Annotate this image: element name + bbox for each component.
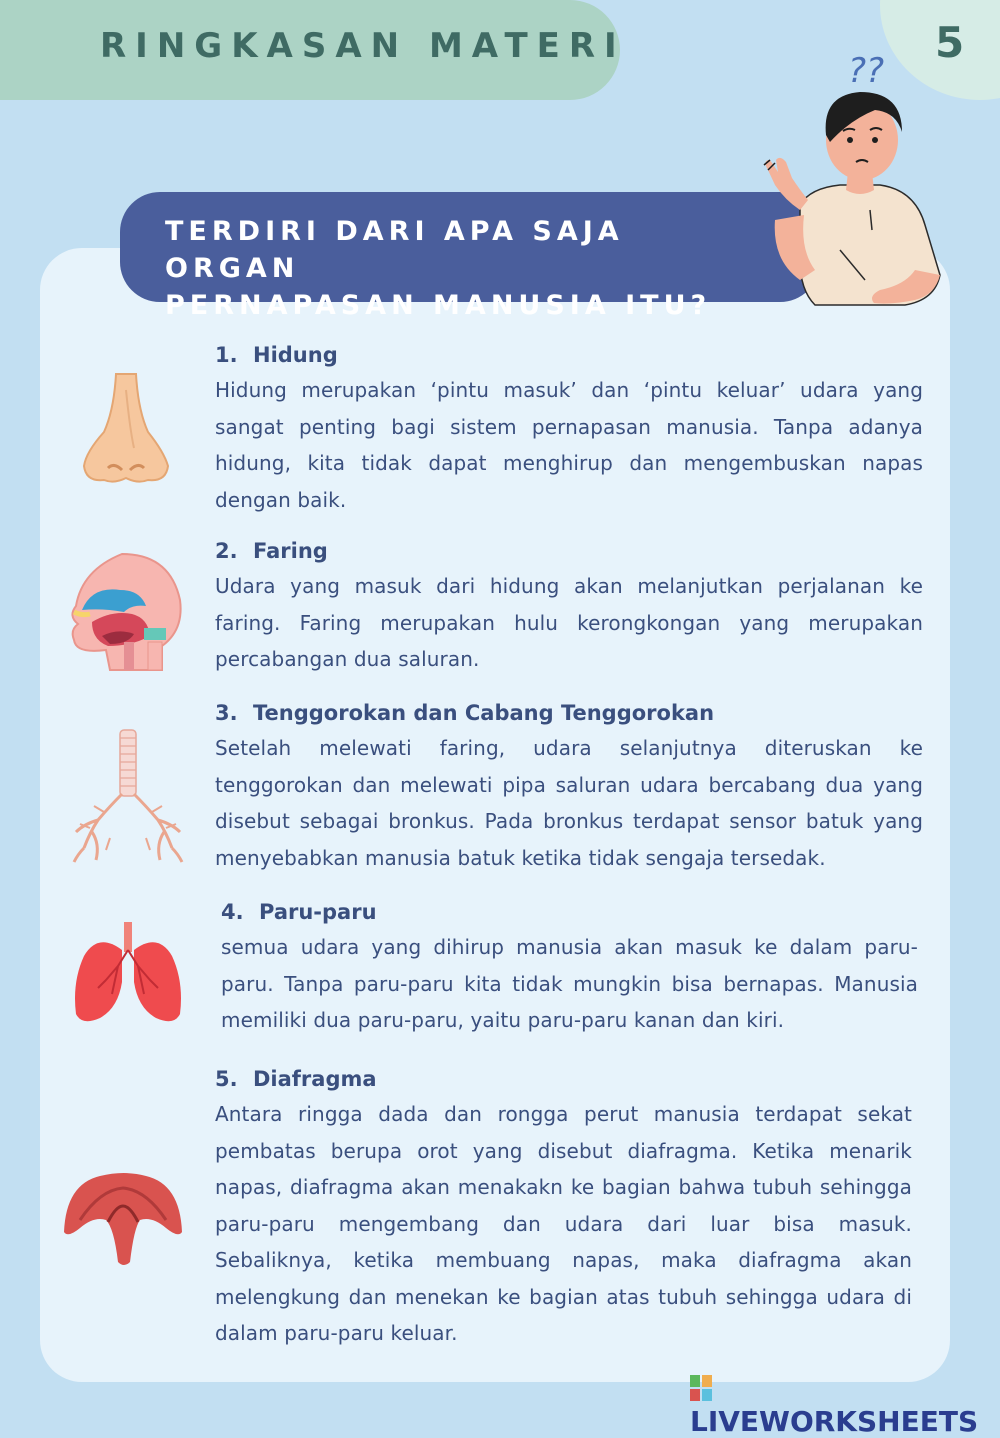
- header-title: RINGKASAN MATERI: [100, 26, 626, 66]
- section-body: Antara ringga dada dan rongga perut manusia terdapat sekat pembatas berupa orot yang disebut diafragma. Ketika menarik napas, diafragma akan menakakn ke bagian bahwa tubuh sehingga paru-paru mengembang dan udara dari luar bisa masuk. Sebaliknya, ketika membuang napas, maka diafragma akan melengkung dan menekan ke bagian atas tubuh sehingga udara di dalam paru-paru keluar.: [215, 1102, 912, 1345]
- section-heading: [215, 1062, 912, 1096]
- section-title: Diafragma: [253, 1067, 377, 1091]
- section-number: 1.: [215, 343, 238, 367]
- watermark-text: LIVEWORKSHEETS: [690, 1405, 979, 1438]
- question-text: [165, 213, 765, 324]
- section-number: 3.: [215, 701, 238, 725]
- liveworksheets-watermark: [690, 1372, 1000, 1438]
- section-title: Paru-paru: [259, 900, 377, 924]
- question-line-1: TERDIRI DARI APA SAJA ORGAN: [165, 216, 624, 284]
- lungs-icon: [72, 922, 184, 1028]
- section-title: Tenggorokan dan Cabang Tenggorokan: [253, 701, 715, 725]
- question-line-2: PERNAPASAN MANUSIA ITU?: [165, 290, 712, 321]
- confused-boy-illustration: [745, 45, 955, 315]
- question-marks: ??: [848, 51, 885, 91]
- section-diafragma: [215, 1062, 912, 1352]
- section-number: 2.: [215, 539, 238, 563]
- section-heading: [221, 895, 918, 929]
- section-heading: [215, 338, 923, 372]
- section-heading: [215, 534, 923, 568]
- section-number: 4.: [221, 900, 244, 924]
- page-number: 5: [935, 18, 965, 67]
- section-body: Setelah melewati faring, udara selanjutnya diteruskan ke tenggorokan dan melewati pipa saluran udara bercabang dua yang disebut sebagai bronkus. Pada bronkus terdapat sensor batuk yang menyebabkan manusia batuk ketika tidak sengaja tersedak.: [215, 736, 923, 870]
- section-number: 5.: [215, 1067, 238, 1091]
- section-title: Hidung: [253, 343, 338, 367]
- section-heading: [215, 696, 923, 730]
- diaphragm-icon: [60, 1166, 186, 1268]
- section-paru-paru: [221, 895, 918, 1039]
- section-tenggorokan: [215, 696, 923, 876]
- section-body: semua udara yang dihirup manusia akan masuk ke dalam paru-paru. Tanpa paru-paru kita tidak mungkin bisa bernapas. Manusia memiliki dua paru-paru, yaitu paru-paru kanan dan kiri.: [221, 935, 918, 1032]
- section-body: Udara yang masuk dari hidung akan melanjutkan perjalanan ke faring. Faring merupakan hulu kerongkongan yang merupakan percabangan dua saluran.: [215, 574, 923, 671]
- liveworksheets-logo-icon: [690, 1375, 712, 1401]
- section-faring: [215, 534, 923, 678]
- nose-icon: [78, 370, 174, 486]
- pharynx-icon: [62, 550, 186, 674]
- section-hidung: [215, 338, 923, 518]
- trachea-icon: [70, 728, 186, 868]
- section-body: Hidung merupakan ‘pintu masuk’ dan ‘pintu keluar’ udara yang sangat penting bagi sistem pernapasan manusia. Tanpa adanya hidung, kita tidak dapat menghirup dan mengembuskan napas dengan baik.: [215, 378, 923, 512]
- section-title: Faring: [253, 539, 328, 563]
